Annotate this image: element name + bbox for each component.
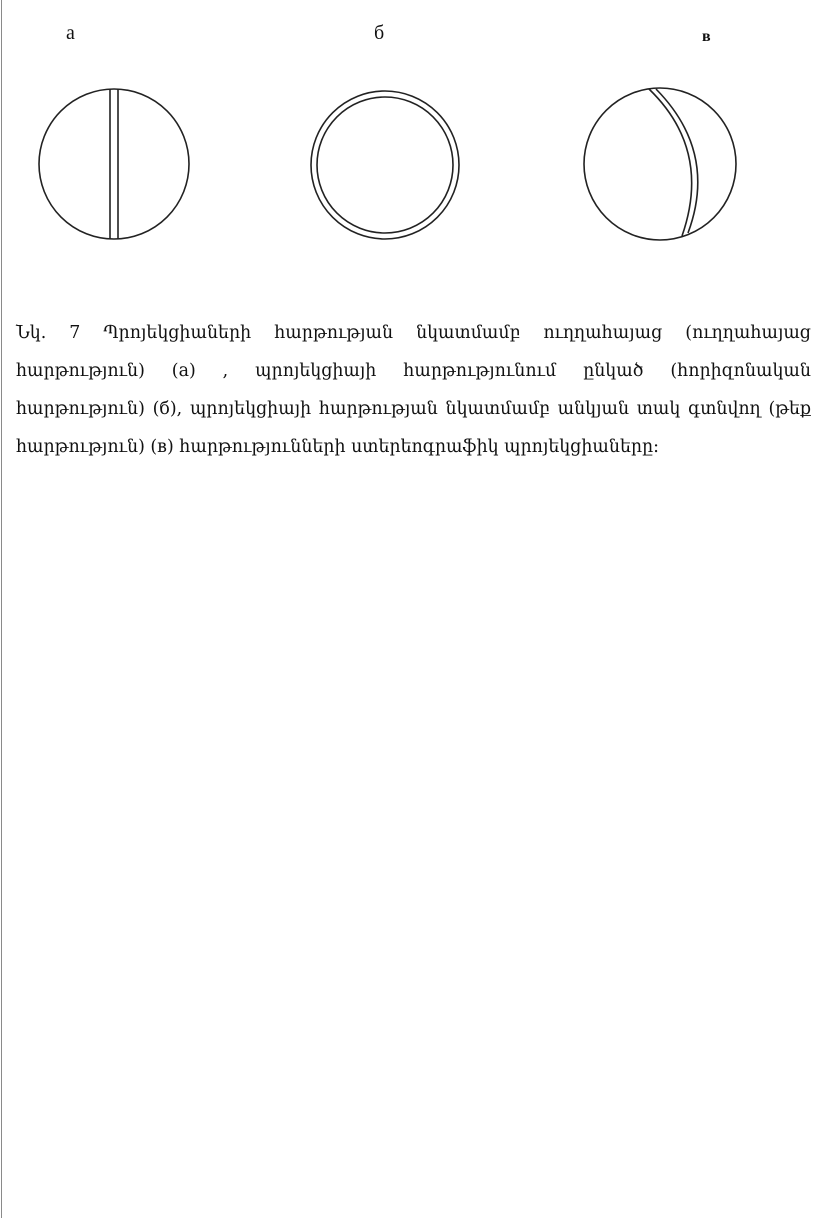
stereographic-projections-figure (0, 80, 816, 255)
projection-c-arc-inner (656, 89, 698, 233)
projection-b-inner-circle (317, 97, 453, 233)
projection-c-arc-outer (649, 89, 692, 236)
projection-a-vertical-plane (39, 89, 189, 239)
projection-b-horizontal-plane (311, 91, 459, 239)
figure-caption: Նկ. 7 Պրոյեկցիաների հարթության նկատմամբ ուղղահայաց (ուղղահայաց հարթություն) (а) , պրոյեկցիայի հարթությունում ընկած (հորիզոնական հարթություն) (б), պրոյեկցիայի հարթության նկատմամբ անկյան տակ գտնվող (թեք հարթություն) (в) հարթությունների ստերեոգրաֆիկ պրոյեկցիաները: (16, 323, 811, 457)
projection-c-circle (584, 88, 736, 240)
projection-a-circle (39, 89, 189, 239)
projection-b-outer-circle (311, 91, 459, 239)
figure-label-a: а (66, 22, 75, 44)
projection-c-inclined-plane (584, 88, 736, 240)
figure-label-b: б (374, 22, 385, 44)
figure-label-c: в (702, 28, 711, 45)
